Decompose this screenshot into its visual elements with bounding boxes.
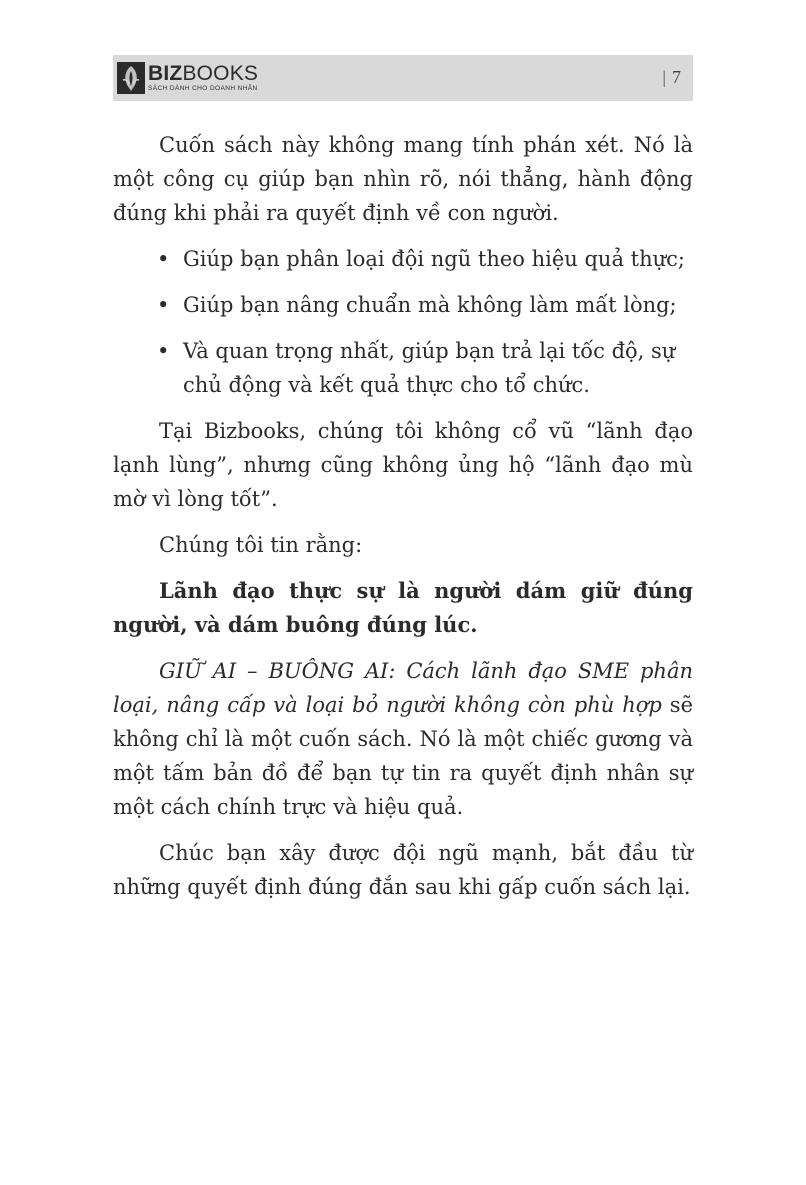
bullet-icon: •	[157, 247, 170, 271]
paragraph-bizbooks: Tại Bizbooks, chúng tôi không cổ vũ “lãnh đạo lạnh lùng”, nhưng cũng không ủng hộ “lãnh đạo mù mờ vì lòng tốt”.	[113, 419, 693, 511]
brand-tagline: SÁCH DÀNH CHO DOANH NHÂN	[148, 85, 258, 93]
paragraph-leadership-quote: Lãnh đạo thực sự là người dám giữ đúng người, và dám buông đúng lúc.	[113, 578, 693, 637]
paragraph-belief: Chúng tôi tin rằng:	[159, 533, 363, 557]
paragraph-book-title: GIỮ AI – BUÔNG AI: Cách lãnh đạo SME phân loại, nâng cấp và loại bỏ người không còn phù hợp sẽ không chỉ là một cuốn sách. Nó là một chiếc gương và một tấm bản đồ để bạn tự tin ra quyết định nhân sự một cách chính trực và hiệu quả.	[113, 659, 693, 819]
page-body	[113, 128, 693, 916]
page-number-value: 7	[672, 67, 681, 87]
brand-wordmark: BIZBOOKS	[148, 62, 259, 86]
book-title: GIỮ AI – BUÔNG AI: Cách lãnh đạo SME phân loại, nâng cấp và loại bỏ người không còn phù hợp	[113, 659, 693, 717]
paragraph-intro: Cuốn sách này không mang tính phán xét. Nó là một công cụ giúp bạn nhìn rõ, nói thẳng, hành động đúng khi phải ra quyết định về con người.	[113, 133, 693, 225]
paragraph-closing: Chúc bạn xây được đội ngũ mạnh, bắt đầu từ những quyết định đúng đắn sau khi gấp cuốn sách lại.	[113, 841, 693, 899]
list-item: • Và quan trọng nhất, giúp bạn trả lại tốc độ, sự chủ động và kết quả thực cho tổ chức.	[113, 334, 693, 402]
list-item: • Giúp bạn phân loại đội ngũ theo hiệu quả thực;	[113, 242, 693, 276]
page-separator: |	[662, 67, 666, 87]
page-header	[113, 55, 693, 101]
benefit-list	[113, 242, 693, 402]
bullet-icon: •	[157, 293, 170, 317]
bizbooks-logo-icon	[117, 62, 145, 94]
bizbooks-logo	[117, 61, 258, 95]
page-number	[662, 67, 681, 88]
list-item: • Giúp bạn nâng chuẩn mà không làm mất lòng;	[113, 288, 693, 322]
bullet-icon: •	[157, 339, 170, 363]
